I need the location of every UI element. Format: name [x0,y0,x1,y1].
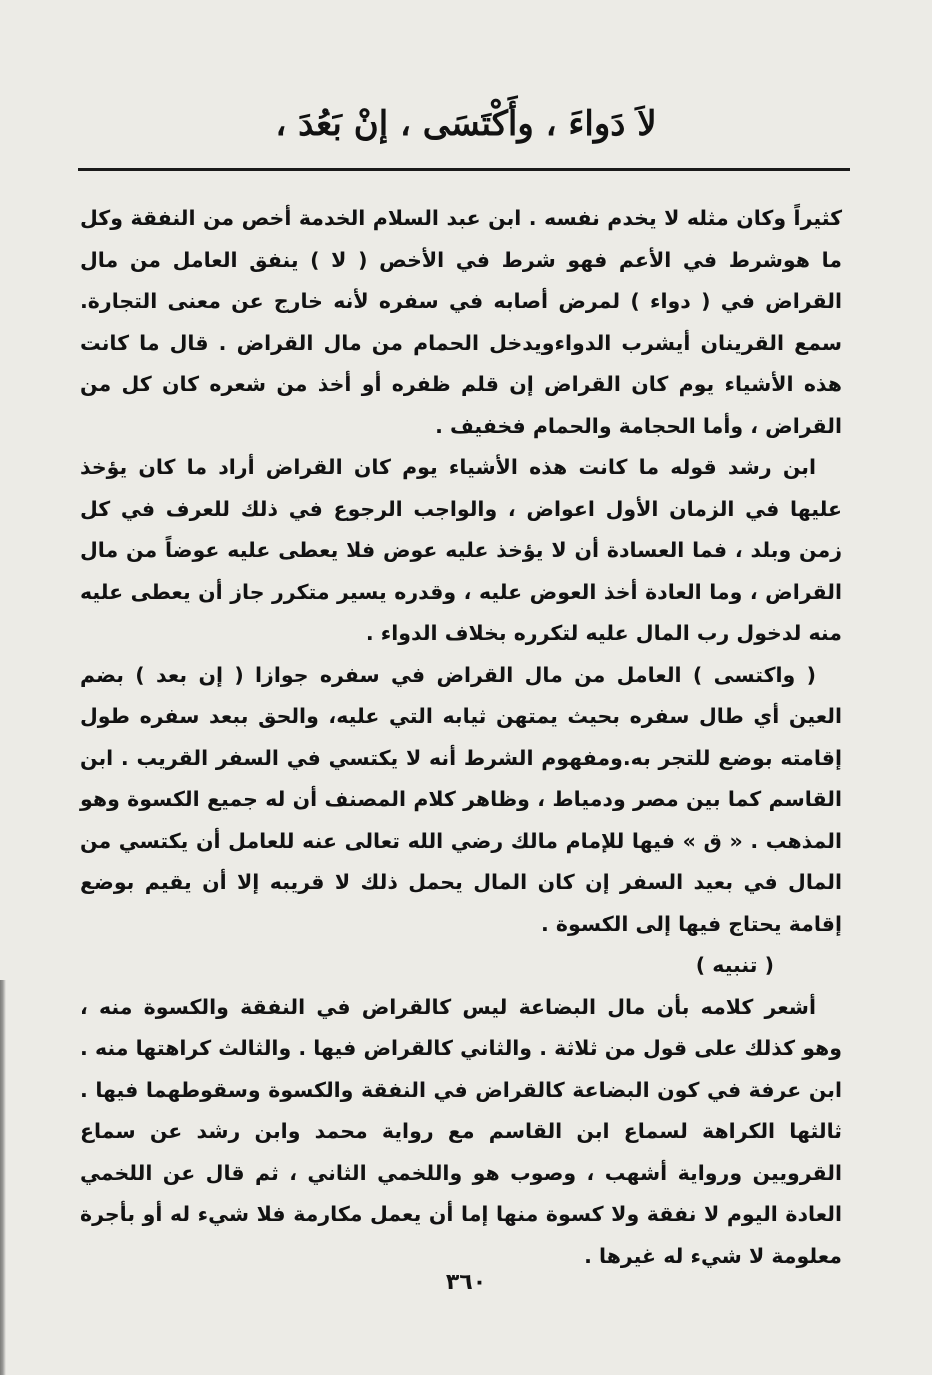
paragraph-1: كثيراً وكان مثله لا يخدم نفسه . ابن عبد السلام الخدمة أخص من النفقة وكل ما هوشرط في الأعم فهو شرط في الأخص ( لا ) ينفق العامل من مال القراض في ( دواء ) لمرض أصابه في سفره لأنه خارج عن معنى التجارة. سمع القرينان أيشرب الدواءويدخل الحمام من مال القراض . قال ما كانت هذه الأشياء يوم كان القراض إن قلم ظفره أو أخذ من شعره كان كل من القراض ، وأما الحجامة والحمام فخفيف . [80,206,842,438]
paragraph-3: ( واكتسى ) العامل من مال القراض في سفره جوازا ( إن بعد ) بضم العين أي طال سفره بحيث يمتهن ثيابه التي عليه، والحق ببعد سفره طول إقامته بوضع للتجر به.ومفهوم الشرط أنه لا يكتسي في السفر القريب . ابن القاسم كما بين مصر ودمياط ، وظاهر كلام المصنف أن له جميع الكسوة وهو المذهب . « ق » فيها للإمام مالك رضي الله تعالى عنه للعامل أن يكتسي من المال في بعيد السفر إن كان المال يحمل ذلك لا قريبه إلا أن يقيم بوضع إقامة يحتاج فيها إلى الكسوة . [80,662,842,936]
paragraph-4: أشعر كلامه بأن مال البضاعة ليس كالقراض في النفقة والكسوة منه ، وهو كذلك على قول من ثلاثة . والثاني كالقراض فيها . والثالث كراهتها منه . ابن عرفة في كون البضاعة كالقراض في النفقة والكسوة وسقوطهما فيها . ثالثها الكراهة لسماع ابن القاسم مع رواية محمد وابن رشد عن سماع القرويين ورواية أشهب ، وصوب هو واللخمي الثاني ، ثم قال عن اللخمي العادة اليوم لا نفقة ولا كسوة منها إما أن يعمل مكارمة فلا شيء له أو بأجرة معلومة لا شيء له غيرها . [80,994,842,1268]
paragraph-2: ابن رشد قوله ما كانت هذه الأشياء يوم كان القراض أراد ما كان يؤخذ عليها في الزمان الأول اعواض ، والواجب الرجوع في ذلك للعرف في كل زمن وبلد ، فما العسادة أن لا يؤخذ عليه عوض فلا يعطى عليه عوضاً من مال القراض ، وما العادة أخذ العوض عليه ، وقدره يسير متكرر جاز أن يعطى عليه منه لدخول رب المال عليه لتكرره بخلاف الدواء . [80,455,842,645]
header-title: لاَ دَواءَ ، وأَكْتَسَى ، إنْ بَعُدَ ، [275,104,657,144]
running-header [80,92,852,156]
header-rule [78,168,850,171]
note-heading: ( تنبيه ) [695,953,774,977]
binding-edge-shadow [0,980,6,1375]
page-number: ٣٦٠ [445,1270,487,1295]
main-text [80,198,842,1277]
